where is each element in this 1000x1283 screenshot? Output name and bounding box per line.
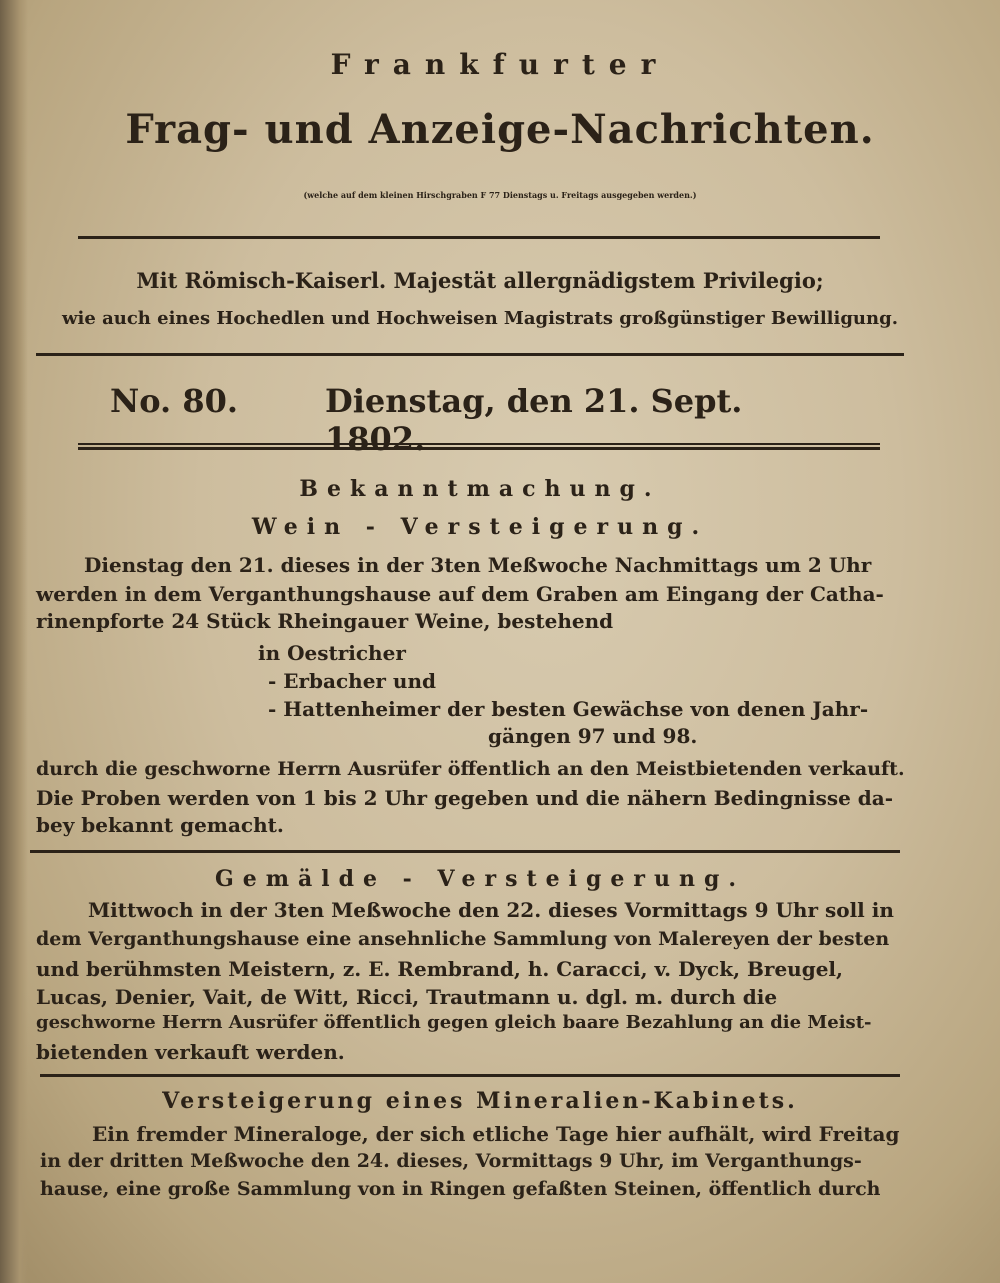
text-line: Lucas, Denier, Vait, de Witt, Ricci, Trautmann u. dgl. m. durch die xyxy=(36,985,778,1009)
text-line: dem Verganthungshause eine ansehnliche Sammlung von Malereyen der besten xyxy=(36,928,890,950)
divider-rule xyxy=(78,236,880,239)
divider-rule xyxy=(36,353,904,356)
text-line: in der dritten Meßwoche den 24. dieses, Vormittags 9 Uhr, im Verganthungs- xyxy=(40,1150,862,1172)
text-line: Mittwoch in der 3ten Meßwoche den 22. dieses Vormittags 9 Uhr soll in xyxy=(88,898,894,922)
double-divider-rule xyxy=(78,443,880,450)
wine-list-item: gängen 97 und 98. xyxy=(488,724,698,748)
wine-list-item: - Hattenheimer der besten Gewächse von denen Jahr- xyxy=(268,697,869,721)
text-line: bey bekannt gemacht. xyxy=(36,813,284,837)
section-heading-mineral-cabinet: Versteigerung eines Mineralien-Kabinets. xyxy=(162,1088,798,1114)
wine-list-item: in Oestricher xyxy=(258,641,406,665)
text-line: bietenden verkauft werden. xyxy=(36,1040,345,1064)
text-line: Die Proben werden von 1 bis 2 Uhr gegeben und die nähern Bedingnisse da- xyxy=(36,786,894,810)
text-line: durch die geschworne Herrn Ausrüfer öffentlich an den Meistbietenden verkauft. xyxy=(36,758,905,780)
text-line: rinenpforte 24 Stück Rheingauer Weine, bestehend xyxy=(36,609,614,633)
text-line: geschworne Herrn Ausrüfer öffentlich gegen gleich baare Bezahlung an die Meist- xyxy=(36,1012,872,1033)
privilege-line-1: Mit Römisch-Kaiserl. Majestät allergnädigstem Privilegio; xyxy=(136,268,824,293)
divider-rule xyxy=(40,1074,900,1077)
section-heading-painting-auction: Gemälde - Versteigerung. xyxy=(214,866,746,892)
text-line: Dienstag den 21. dieses in der 3ten Meßwoche Nachmittags um 2 Uhr xyxy=(84,553,872,577)
section-heading-announcement: Bekanntmachung. xyxy=(299,476,661,502)
issue-number: No. 80. xyxy=(110,382,238,420)
masthead-city: Frankfurter xyxy=(330,48,670,81)
issue-date: Dienstag, den 21. Sept. 1802. xyxy=(325,382,743,458)
text-line: hause, eine große Sammlung von in Ringen gefaßten Steinen, öffentlich durch xyxy=(40,1178,881,1200)
text-line: werden in dem Verganthungshause auf dem Graben am Eingang der Catha- xyxy=(36,582,884,606)
text-line: Ein fremder Mineraloge, der sich etliche Tage hier aufhält, wird Freitag xyxy=(92,1122,900,1146)
section-heading-wine-auction: Wein - Versteigerung. xyxy=(251,514,709,540)
privilege-line-2: wie auch eines Hochedlen und Hochweisen Magistrats großgünstiger Bewilligung. xyxy=(62,308,898,329)
text-line: und berühmsten Meistern, z. E. Rembrand, h. Caracci, v. Dyck, Breugel, xyxy=(36,957,843,981)
issue-header xyxy=(110,382,850,458)
masthead-title: Frag- und Anzeige-Nachrichten. xyxy=(125,106,875,153)
divider-rule xyxy=(30,850,900,853)
masthead-subtitle: (welche auf dem kleinen Hirschgraben F 77 Dienstags u. Freitags ausgegeben werden.) xyxy=(303,190,697,200)
wine-list-item: - Erbacher und xyxy=(268,669,436,693)
